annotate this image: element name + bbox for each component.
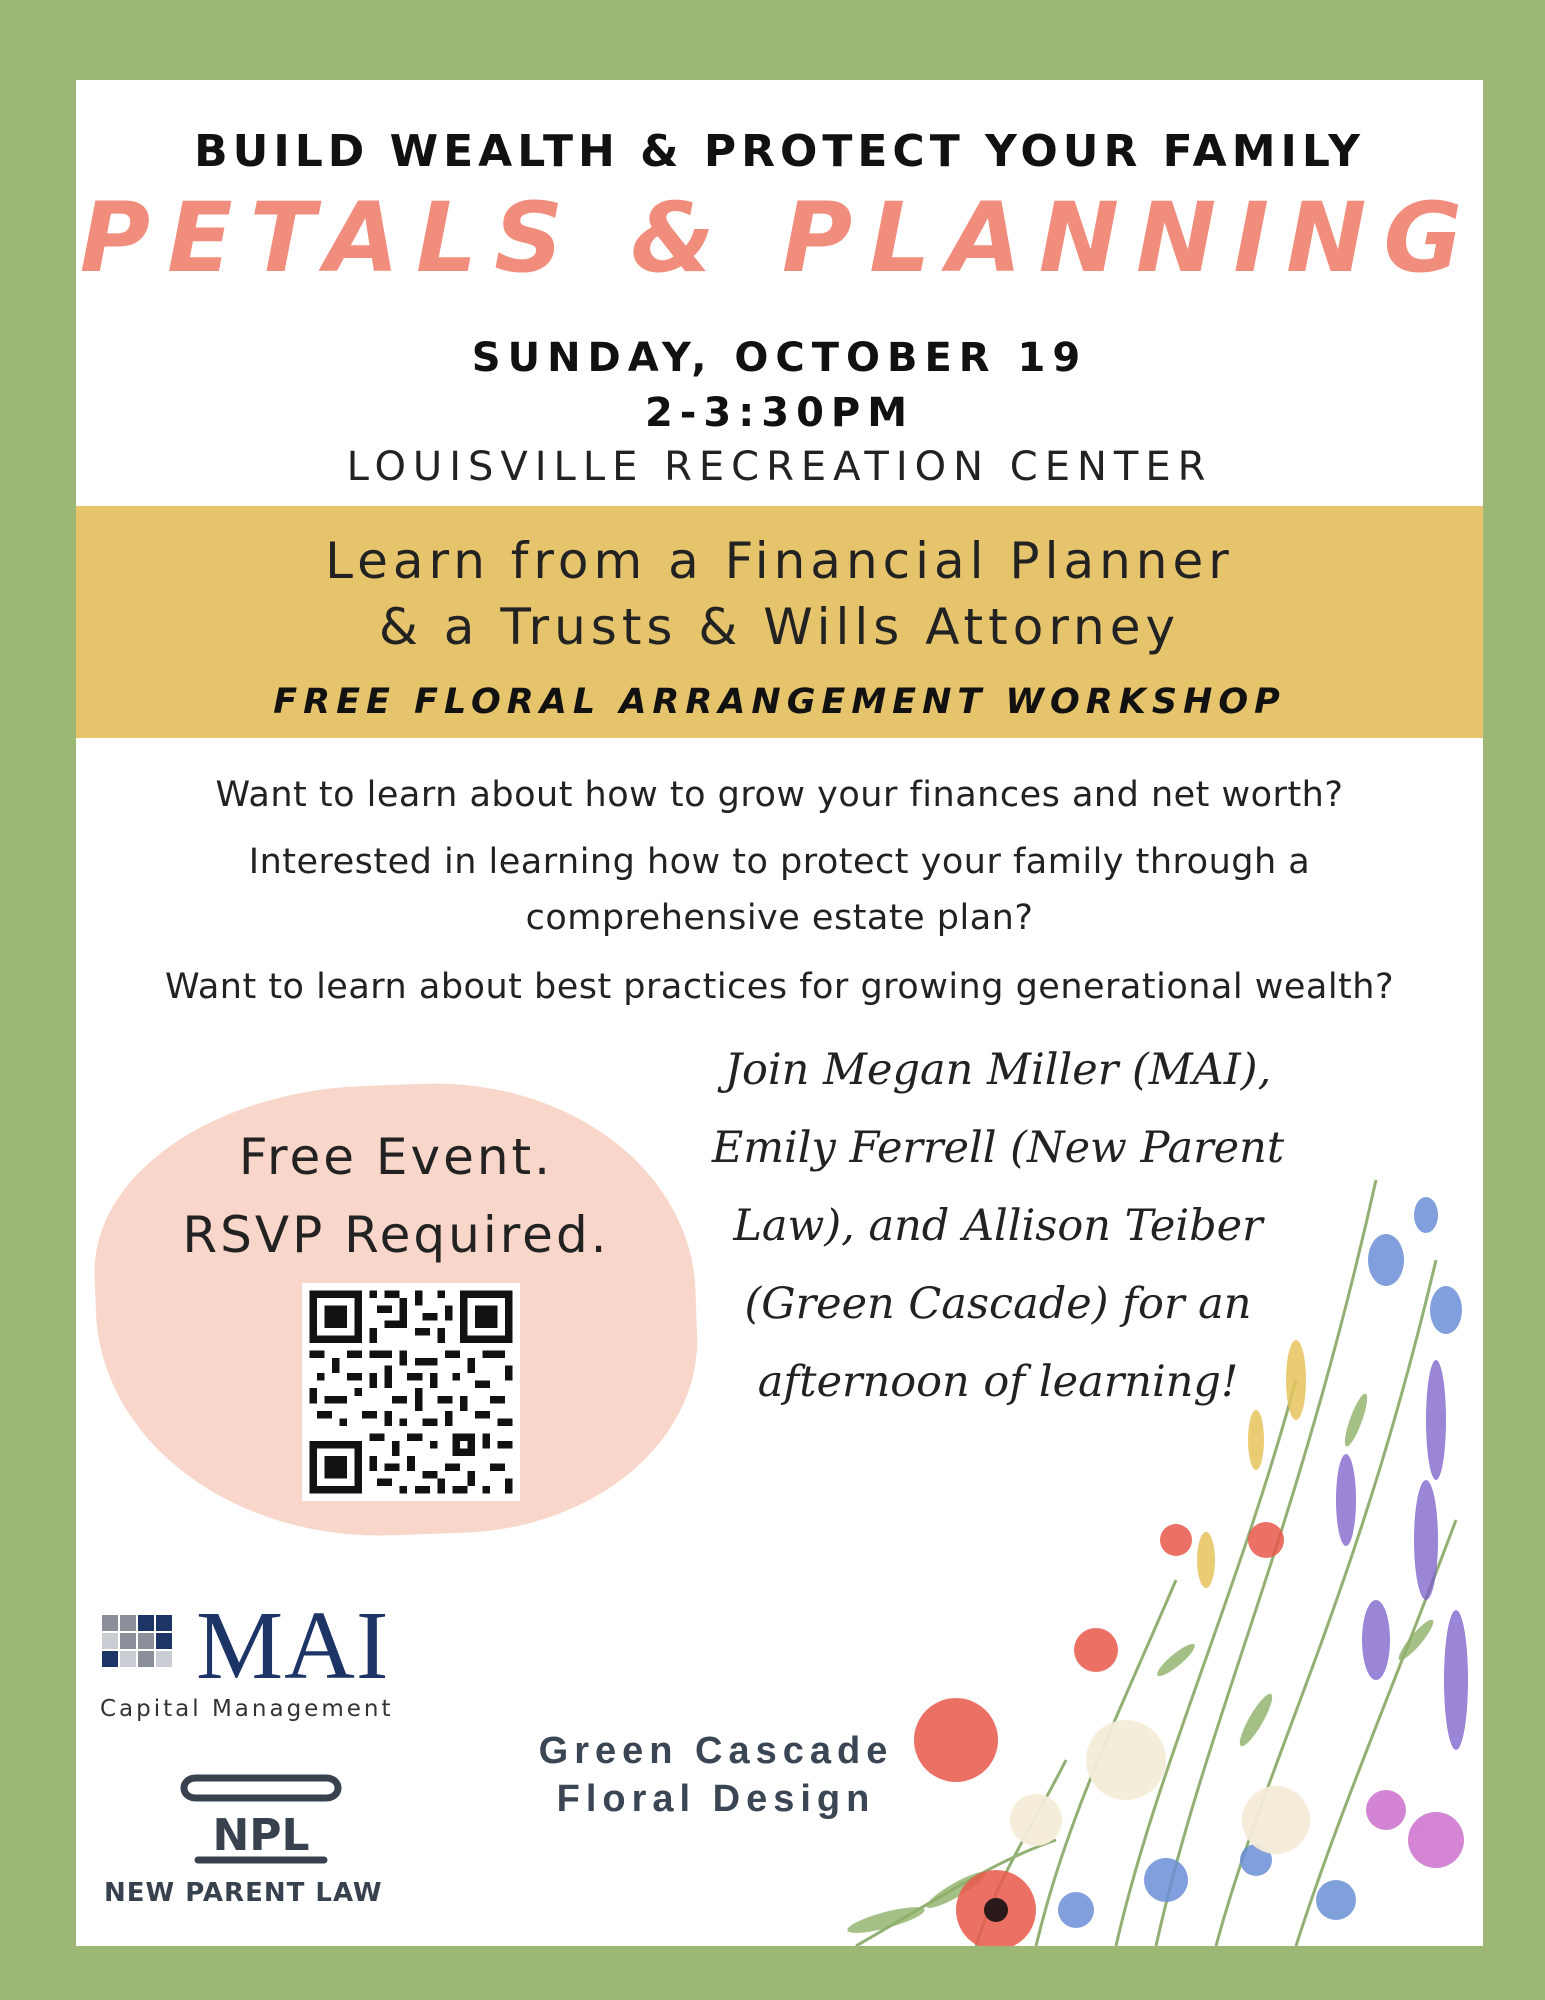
band-line-1: Learn from a Financial Planner bbox=[325, 532, 1234, 590]
rsvp-line-2: RSVP Required. bbox=[182, 1206, 610, 1264]
tagline: BUILD WEALTH & PROTECT YOUR FAMILY bbox=[194, 126, 1365, 177]
event-venue: LOUISVILLE RECREATION CENTER bbox=[346, 444, 1213, 490]
invite-line-4: (Green Cascade) for an bbox=[744, 1279, 1252, 1329]
workshop-label: FREE FLORAL ARRANGEMENT WORKSHOP bbox=[273, 682, 1286, 722]
npl-mark: NPL bbox=[212, 1810, 310, 1861]
event-time: 2-3:30PM bbox=[644, 390, 915, 436]
npl-column-logo bbox=[176, 1770, 346, 1870]
green-cascade-line-1: Green Cascade bbox=[538, 1730, 894, 1772]
qr-code[interactable] bbox=[302, 1283, 520, 1501]
green-cascade-line-2: Floral Design bbox=[556, 1778, 876, 1820]
flyer-page bbox=[76, 80, 1483, 1946]
invite-line-5: afternoon of learning! bbox=[757, 1357, 1239, 1407]
rsvp-line-1: Free Event. bbox=[238, 1128, 554, 1186]
invite-line-1: Join Megan Miller (MAI), bbox=[724, 1045, 1272, 1095]
question-2-cont: comprehensive estate plan? bbox=[525, 898, 1034, 938]
invite-line-3: Law), and Allison Teiber bbox=[733, 1201, 1263, 1251]
band-line-2: & a Trusts & Wills Attorney bbox=[378, 598, 1181, 656]
event-date: SUNDAY, OCTOBER 19 bbox=[471, 335, 1088, 381]
mai-subtitle: Capital Management bbox=[100, 1696, 394, 1722]
mai-logo-text: MAI bbox=[196, 1592, 390, 1700]
wildflowers-illustration bbox=[736, 1120, 1483, 1946]
invite-line-2: Emily Ferrell (New Parent bbox=[711, 1123, 1285, 1173]
question-1: Want to learn about how to grow your finances and net worth? bbox=[215, 775, 1344, 815]
question-2: Interested in learning how to protect your family through a bbox=[248, 842, 1311, 882]
highlight-band bbox=[76, 506, 1483, 738]
npl-name: NEW PARENT LAW bbox=[104, 1878, 383, 1908]
question-3: Want to learn about best practices for growing generational wealth? bbox=[164, 967, 1395, 1007]
event-title: PETALS & PLANNING bbox=[79, 182, 1480, 294]
mai-logo-icon bbox=[102, 1615, 172, 1685]
